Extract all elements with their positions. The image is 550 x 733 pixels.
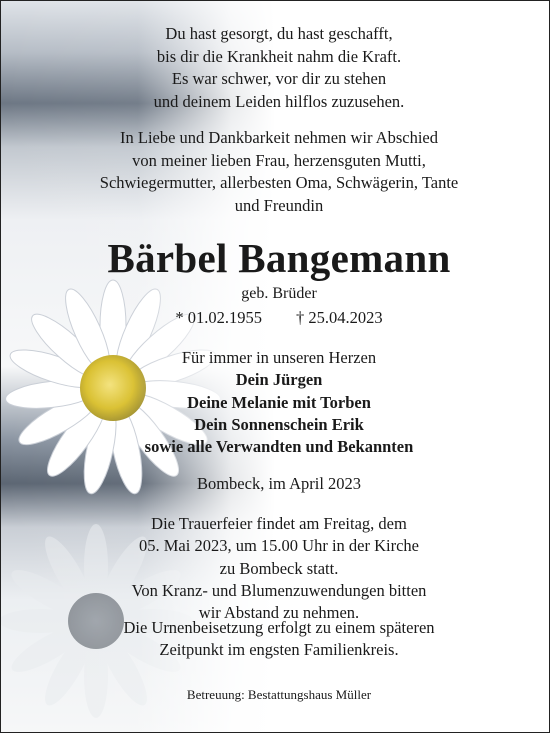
farewell-intro (87, 127, 471, 217)
mourner-name: Dein Sonnenschein Erik (194, 414, 364, 434)
life-dates (87, 307, 471, 329)
place-date: Bombeck, im April 2023 (196, 474, 362, 493)
poem (87, 23, 471, 113)
mourners-intro: Für immer in unseren Herzen (181, 348, 377, 367)
deceased-name: Bärbel Bangemann (107, 235, 451, 281)
funeral-notice (87, 513, 471, 624)
poem-line: bis dir die Krankheit nahm die Kraft. (156, 46, 402, 66)
urn-notice (87, 617, 471, 662)
mourner-name: Deine Melanie mit Torben (187, 392, 371, 412)
funeral-line: 05. Mai 2023, um 15.00 Uhr in der Kirche (139, 536, 419, 556)
mourner-name: sowie alle Verwandten und Bekannten (144, 437, 414, 457)
death-date: † 25.04.2023 (296, 308, 383, 327)
obituary-text (1, 1, 549, 732)
intro-line: von meiner lieben Frau, herzensguten Mutti, (132, 150, 426, 170)
birth-name: geb. Brüder (241, 285, 317, 302)
mourner-name: Dein Jürgen (235, 370, 323, 390)
urn-line: Die Urnenbeisetzung erfolgt zu einem späteren (123, 618, 435, 637)
poem-line: Du hast gesorgt, du hast geschafft, (165, 24, 393, 43)
funeral-line: Von Kranz- und Blumenzuwendungen bitten (131, 580, 427, 600)
birth-date: * 01.02.1955 (175, 308, 262, 327)
poem-line: und deinem Leiden hilflos zuzusehen. (153, 91, 405, 111)
poem-line: Es war schwer, vor dir zu stehen (171, 69, 387, 88)
funeral-home-credit: Betreuung: Bestattungshaus Müller (186, 687, 372, 702)
funeral-line: wir Abstand zu nehmen. (198, 603, 360, 623)
urn-line: Zeitpunkt im engsten Familienkreis. (159, 640, 399, 660)
funeral-line: Die Trauerfeier findet am Freitag, dem (151, 514, 407, 533)
intro-line: Schwiegermutter, allerbesten Oma, Schwägerin, Tante (99, 173, 459, 192)
intro-line: und Freundin (234, 195, 324, 215)
mourners-block (87, 347, 471, 458)
funeral-line: zu Bombeck statt. (219, 558, 339, 578)
intro-line: In Liebe und Dankbarkeit nehmen wir Abschied (120, 128, 438, 147)
